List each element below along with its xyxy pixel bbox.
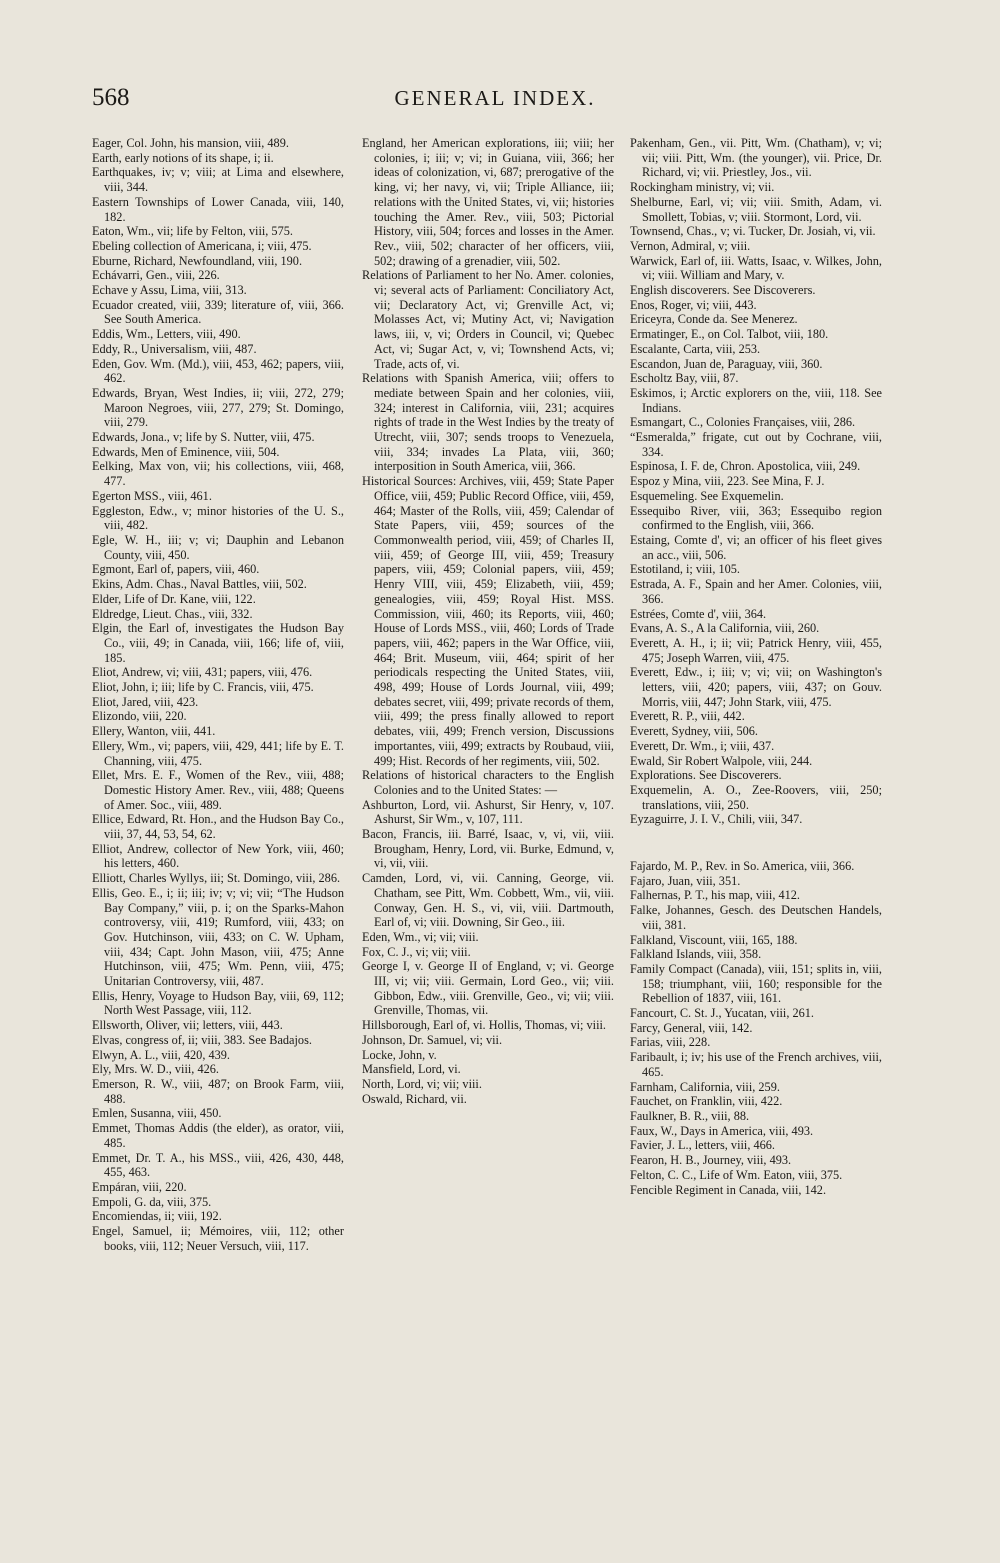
index-entry: Shelburne, Earl, vi; vii; viii. Smith, Adam, vi. Smollett, Tobias, v; viii. Stormont, Lord, vii. — [630, 194, 882, 224]
index-entry: Eliot, Jared, viii, 423. — [92, 694, 199, 709]
index-entry: Fauchet, on Franklin, viii, 422. — [630, 1094, 783, 1109]
index-entry: Bacon, Francis, iii. Barré, Isaac, v, vi, vii, viii. Brougham, Henry, Lord, vii. Burke, Edmund, v, vi, vii, viii. — [362, 827, 614, 871]
letter-section-gap — [630, 827, 882, 859]
page-header — [92, 84, 898, 118]
index-entry: Falkland, Viscount, viii, 165, 188. — [630, 932, 798, 947]
index-entry: Falke, Johannes, Gesch. des Deutschen Handels, viii, 381. — [630, 903, 882, 932]
index-entry: England, her American explorations, iii; viii; her colonies, i; iii; v; vi; in Guiana, viii, 366; her ideas of colonization, vi, 687; prerogative of the king, vi; her navy, vi, vii; Triple Alliance, iii; relations with the United States, vi, vii; histories touching the Amer. Rev., viii, 503; Pictorial History, viii, 504; forces and losses in the Amer. Rev., viii, 502; character of her officers, viii, 502; drawing of a grenadier, viii, 502. — [362, 136, 614, 268]
index-entry: Engel, Samuel, ii; Mémoires, viii, 112; other books, viii, 112; Neuer Versuch, viii, 117. — [92, 1224, 344, 1253]
index-entry: Ermatinger, E., on Col. Talbot, viii, 180. — [630, 327, 829, 342]
index-entry: Camden, Lord, vi, vii. Canning, George, vii. Chatham, see Pitt, Wm. Cobbett, Wm., vii, viii. Conway, Gen. H. S., vi, vii, viii. Dartmouth, Earl of, vi; viii. Downing, Sir Geo., iii. — [362, 871, 614, 930]
index-entry: Elwyn, A. L., viii, 420, 439. — [92, 1047, 230, 1062]
running-title: GENERAL INDEX. — [394, 86, 596, 110]
index-entry: Elvas, congress of, ii; viii, 383. See Badajos. — [92, 1032, 312, 1047]
index-entry: Everett, A. H., i; ii; vii; Patrick Henry, viii, 455, 475; Joseph Warren, viii, 475. — [630, 635, 882, 665]
index-entry: Estaing, Comte d', vi; an officer of his fleet gives an acc., viii, 506. — [630, 532, 882, 562]
index-entry: Eburne, Richard, Newfoundland, viii, 190. — [92, 253, 303, 268]
index-entry: Everett, Dr. Wm., i; viii, 437. — [630, 738, 775, 753]
index-entry: Ellsworth, Oliver, vii; letters, viii, 443. — [92, 1018, 283, 1033]
index-entry: Hillsborough, Earl of, vi. Hollis, Thomas, vi; viii. — [362, 1018, 606, 1033]
index-entry: Family Compact (Canada), viii, 151; splits in, viii, 158; triumphant, viii, 160; responsible for the Rebellion of 1837, viii, 161. — [630, 961, 882, 1006]
index-entry: Eyzaguirre, J. I. V., Chili, viii, 347. — [630, 812, 803, 827]
index-entry: Estrées, Comte d', viii, 364. — [630, 606, 767, 621]
index-entry: Ely, Mrs. W. D., viii, 426. — [92, 1062, 219, 1077]
index-entry: Egerton MSS., viii, 461. — [92, 488, 212, 503]
index-entry: Empoli, G. da, viii, 375. — [92, 1194, 212, 1209]
index-entry: Ekins, Adm. Chas., Naval Battles, viii, 502. — [92, 577, 307, 592]
index-column-middle — [362, 136, 614, 1106]
index-entry: Eggleston, Edw., v; minor histories of the U. S., viii, 482. — [92, 503, 344, 533]
index-entry: Emlen, Susanna, viii, 450. — [92, 1106, 222, 1121]
index-entry: Locke, John, v. — [362, 1047, 437, 1062]
index-entry: Elgin, the Earl of, investigates the Hudson Bay Co., viii, 49; in Canada, viii, 166; life of, viii, 185. — [92, 621, 344, 665]
index-entry: Eddis, Wm., Letters, viii, 490. — [92, 327, 241, 342]
index-entry: Eager, Col. John, his mansion, viii, 489. — [92, 136, 289, 150]
index-entry: Vernon, Admiral, v; viii. — [630, 238, 751, 253]
index-entry: Espoz y Mina, viii, 223. See Mina, F. J. — [630, 474, 825, 489]
index-entry: Ewald, Sir Robert Walpole, viii, 244. — [630, 753, 813, 768]
index-entry: Ellery, Wanton, viii, 441. — [92, 724, 216, 739]
index-entry: Eelking, Max von, vii; his collections, viii, 468, 477. — [92, 459, 344, 489]
index-entry: Ellet, Mrs. E. F., Women of the Rev., viii, 488; Domestic History Amer. Rev., viii, 488; Queens of Amer. Soc., viii, 489. — [92, 768, 344, 812]
index-entry: Eaton, Wm., vii; life by Felton, viii, 575. — [92, 224, 293, 239]
index-entry: Esquemeling. See Exquemelin. — [630, 488, 784, 503]
index-entry: Elder, Life of Dr. Kane, viii, 122. — [92, 591, 256, 606]
index-entry: Elliott, Charles Wyllys, iii; St. Domingo, viii, 286. — [92, 871, 341, 886]
index-entry: Fancourt, C. St. J., Yucatan, viii, 261. — [630, 1006, 814, 1021]
index-entry: Egmont, Earl of, papers, viii, 460. — [92, 562, 260, 577]
index-entry: Felton, C. C., Life of Wm. Eaton, viii, 375. — [630, 1167, 843, 1182]
index-entry: Eden, Gov. Wm. (Md.), viii, 453, 462; papers, viii, 462. — [92, 356, 344, 386]
index-entry: Evans, A. S., A la California, viii, 260. — [630, 621, 820, 636]
index-entry: Edwards, Bryan, West Indies, ii; viii, 272, 279; Maroon Negroes, viii, 277, 279; St. Domingo, viii, 279. — [92, 385, 344, 430]
index-entry: Johnson, Dr. Samuel, vi; vii. — [362, 1032, 503, 1047]
index-column-right — [630, 136, 882, 1197]
index-entry: Eastern Townships of Lower Canada, viii, 140, 182. — [92, 194, 344, 224]
index-entry: Farias, viii, 228. — [630, 1035, 711, 1050]
index-entry: Rockingham ministry, vi; vii. — [630, 180, 775, 195]
index-entry: Oswald, Richard, vii. — [362, 1091, 467, 1106]
index-entry: Escandon, Juan de, Paraguay, viii, 360. — [630, 356, 823, 371]
index-entry: Emerson, R. W., viii, 487; on Brook Farm, viii, 488. — [92, 1077, 344, 1106]
index-entry: Exquemelin, A. O., Zee-Roovers, viii, 250; translations, viii, 250. — [630, 782, 882, 812]
index-entry: Relations of historical characters to the English Colonies and to the United States: — — [362, 768, 614, 797]
index-entry: Ecuador created, viii, 339; literature of, viii, 366. See South America. — [92, 297, 344, 327]
index-entry: George I, v. George II of England, v; vi. George III, vi; vii; viii. Germain, Lord Geo., vii; viii. Gibbon, Edw., viii. Grenville, Geo., vi; vii; viii. Grenville, Thomas, vii. — [362, 959, 614, 1018]
index-entry: Ellery, Wm., vi; papers, viii, 429, 441; life by E. T. Channing, viii, 475. — [92, 738, 344, 768]
index-entry: “Esmeralda,” frigate, cut out by Cochrane, viii, 334. — [630, 430, 882, 459]
index-entry: Edwards, Jona., v; life by S. Nutter, viii, 475. — [92, 430, 315, 445]
index-entry: Relations with Spanish America, viii; offers to mediate between Spain and her colonies, viii, 324; interest in California, viii, 231; acquires rights of trade in the West Indies by the treaty of Utrecht, viii, 307; sends troops to Venezuela, viii, 334; invades La Plata, viii, 360; interposition in South America, viii, 366. — [362, 371, 614, 474]
index-entry: Eliot, John, i; iii; life by C. Francis, viii, 475. — [92, 680, 314, 695]
index-entry: Ellice, Edward, Rt. Hon., and the Hudson Bay Co., viii, 37, 44, 53, 54, 62. — [92, 812, 344, 842]
index-entry: Echave y Assu, Lima, viii, 313. — [92, 283, 247, 298]
index-entry: Explorations. See Discoverers. — [630, 768, 782, 783]
index-entry: Escholtz Bay, viii, 87. — [630, 371, 739, 386]
index-entry: Echávarri, Gen., viii, 226. — [92, 268, 220, 283]
index-entry: Fox, C. J., vi; vii; viii. — [362, 944, 471, 959]
index-entry: Earthquakes, iv; v; viii; at Lima and elsewhere, viii, 344. — [92, 165, 344, 195]
index-column-left — [92, 136, 344, 1253]
index-entry: Eden, Wm., vi; vii; viii. — [362, 929, 479, 944]
index-entry: Earth, early notions of its shape, i; ii. — [92, 150, 274, 165]
index-entry: Fajardo, M. P., Rev. in So. America, viii, 366. — [630, 859, 855, 874]
index-entry: Espinosa, I. F. de, Chron. Apostolica, viii, 249. — [630, 459, 861, 474]
index-entry: Everett, Edw., i; iii; v; vi; vii; on Washington's letters, viii, 420; papers, viii, 437; on Gouv. Morris, viii, 447; John Stark, viii, 475. — [630, 665, 882, 709]
index-entry: Mansfield, Lord, vi. — [362, 1062, 461, 1077]
index-entry: Emmet, Dr. T. A., his MSS., viii, 426, 430, 448, 455, 463. — [92, 1150, 344, 1180]
index-entry: Fencible Regiment in Canada, viii, 142. — [630, 1182, 827, 1197]
index-entry: English discoverers. See Discoverers. — [630, 283, 816, 298]
index-entry: Edwards, Men of Eminence, viii, 504. — [92, 444, 280, 459]
index-entry: Esmangart, C., Colonies Françaises, viii, 286. — [630, 415, 856, 430]
index-entry: North, Lord, vi; vii; viii. — [362, 1077, 482, 1091]
index-entry: Elizondo, viii, 220. — [92, 709, 187, 724]
index-entry: Eldredge, Lieut. Chas., viii, 332. — [92, 606, 253, 621]
index-entry: Ellis, Henry, Voyage to Hudson Bay, viii, 69, 112; North West Passage, viii, 112. — [92, 988, 344, 1018]
index-entry: Faulkner, B. R., viii, 88. — [630, 1109, 750, 1123]
index-entry: Pakenham, Gen., vii. Pitt, Wm. (Chatham), v; vi; vii; viii. Pitt, Wm. (the younger), vii. Price, Dr. Richard, vi; vii. Priestley, Jos., vii. — [630, 136, 882, 180]
index-entry: Eliot, Andrew, vi; viii, 431; papers, viii, 476. — [92, 665, 313, 680]
index-entry: Estotiland, i; viii, 105. — [630, 562, 740, 577]
index-entry: Escalante, Carta, viii, 253. — [630, 341, 761, 356]
index-entry: Farcy, General, viii, 142. — [630, 1020, 753, 1035]
index-entry: Eskimos, i; Arctic explorers on the, viii, 118. See Indians. — [630, 385, 882, 415]
index-entry: Faux, W., Days in America, viii, 493. — [630, 1123, 814, 1138]
index-entry: Enos, Roger, vi; viii, 443. — [630, 297, 757, 312]
index-entry: Faribault, i; iv; his use of the French archives, viii, 465. — [630, 1050, 882, 1079]
index-entry: Townsend, Chas., v; vi. Tucker, Dr. Josiah, vi, vii. — [630, 224, 876, 239]
index-entry: Relations of Parliament to her No. Amer. colonies, vi; several acts of Parliament: Conciliatory Act, vii; Declaratory Act, vi; Grenville Act, vi; Molasses Act, vi; Mutiny Act, vi; Navigation laws, iii, v, vi; Orders in Council, vi; Quebec Act, vi; Sugar Act, v, vi; Townshend Acts, vi; Trade, acts of, vi. — [362, 268, 614, 371]
index-entry: Essequibo River, viii, 363; Essequibo region confirmed to the English, viii, 366. — [630, 503, 882, 533]
index-entry: Ashburton, Lord, vii. Ashurst, Sir Henry, v, 107. Ashurst, Sir Wm., v, 107, 111. — [362, 797, 614, 827]
index-entry: Elliot, Andrew, collector of New York, viii, 460; his letters, 460. — [92, 841, 344, 871]
index-entry: Eddy, R., Universalism, viii, 487. — [92, 341, 257, 356]
index-entry: Falkland Islands, viii, 358. — [630, 947, 762, 962]
index-entry: Ebeling collection of Americana, i; viii, 475. — [92, 238, 312, 253]
index-entry: Fearon, H. B., Journey, viii, 493. — [630, 1153, 792, 1168]
index-entry: Favier, J. L., letters, viii, 466. — [630, 1138, 775, 1153]
index-entry: Egle, W. H., iii; v; vi; Dauphin and Lebanon County, viii, 450. — [92, 532, 344, 562]
index-entry: Falhernas, P. T., his map, viii, 412. — [630, 888, 800, 903]
index-entry: Encomiendas, ii; viii, 192. — [92, 1209, 222, 1224]
index-entry: Everett, R. P., viii, 442. — [630, 709, 745, 724]
index-entry: Everett, Sydney, viii, 506. — [630, 724, 758, 739]
page-number: 568 — [92, 84, 130, 111]
index-entry: Warwick, Earl of, iii. Watts, Isaac, v. Wilkes, John, vi; viii. William and Mary, v. — [630, 253, 882, 283]
index-entry: Ericeyra, Conde da. See Menerez. — [630, 312, 798, 327]
index-entry: Empáran, viii, 220. — [92, 1179, 187, 1194]
index-entry: Historical Sources: Archives, viii, 459; State Paper Office, viii, 459; Public Record Office, viii, 459, 464; Master of the Rolls, viii, 459; Calendar of State Papers, viii, 459; sources of the Commonwealth period, viii, 459; of Charles II, viii, 459; of George III, viii, 459; Treasury papers, viii, 459; Colonial papers, viii, 459; Henry VIII, viii, 459; Elizabeth, viii, 459; genealogies, viii, 459; Royal Hist. MSS. Commission, viii, 460; its Reports, viii, 460; House of Lords MSS., viii, 460; Lords of Trade papers, viii, 462; papers in the War Office, viii, 464; Brit. Museum, viii, 464; spirit of her periodicals respecting the United States, viii, 498, 499; House of Lords Journal, viii, 499; debates secret, viii, 499; private records of them, viii, 499; the press finally allowed to report debates, viii, 499; French version, Discussions importantes, viii, 499; extracts by Roubaud, viii, 499; Hist. Records of her regiments, viii, 502. — [362, 474, 614, 768]
index-entry: Ellis, Geo. E., i; ii; iii; iv; v; vi; vii; “The Hudson Bay Company,” viii, p. i; on the Sparks-Mahon controversy, viii, 419; Rumford, viii, 433; on Gov. Hutchinson, viii, 433; on C. W. Upham, viii, 434; Capt. John Mason, viii, 475; Anne Hutchinson, viii, 475; Wm. Penn, viii, 475; Unitarian Controversy, viii, 487. — [92, 885, 344, 989]
index-entry: Fajaro, Juan, viii, 351. — [630, 873, 741, 888]
index-entry: Farnham, California, viii, 259. — [630, 1079, 780, 1094]
index-entry: Estrada, A. F., Spain and her Amer. Colonies, viii, 366. — [630, 577, 882, 606]
index-entry: Emmet, Thomas Addis (the elder), as orator, viii, 485. — [92, 1121, 344, 1150]
index-columns — [92, 136, 908, 1436]
